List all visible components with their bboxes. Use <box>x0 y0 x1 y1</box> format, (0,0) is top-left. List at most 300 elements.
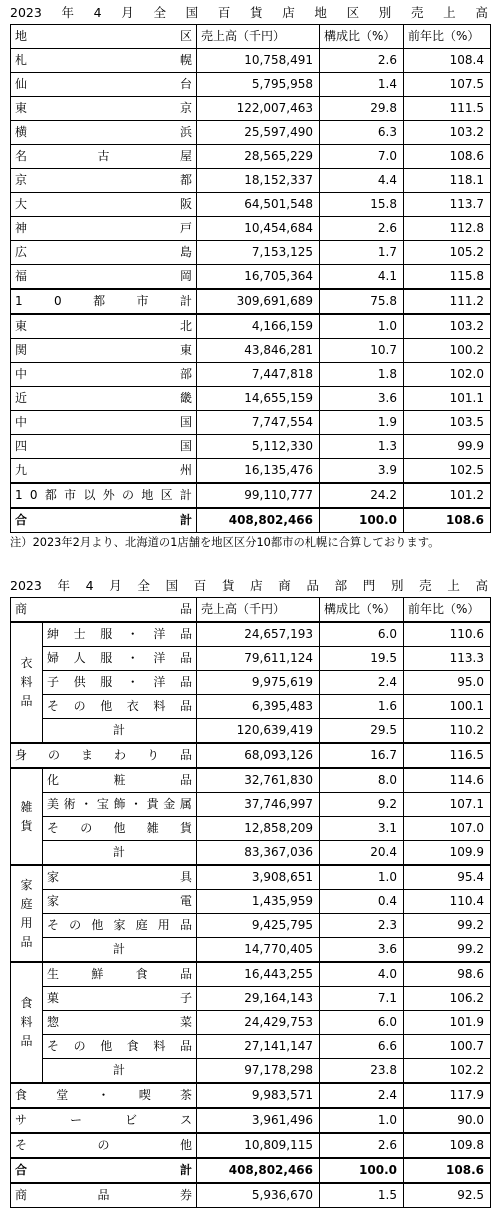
sales-cell: 3,961,496 <box>197 1108 320 1133</box>
char: 大 <box>15 197 28 211</box>
char: 計 <box>179 294 192 308</box>
char: そ <box>47 821 60 835</box>
share-cell: 9.2 <box>320 793 404 817</box>
title-char: 月 <box>121 5 134 20</box>
title-char: 全 <box>137 578 150 593</box>
title-char: 区 <box>346 5 360 20</box>
yoy-cell: 110.2 <box>404 719 491 744</box>
share-cell: 1.9 <box>320 411 404 435</box>
char: 国 <box>179 439 192 453</box>
sales-cell: 309,691,689 <box>197 289 320 314</box>
share-cell: 100.0 <box>320 1158 404 1183</box>
share-cell: 2.6 <box>320 49 404 73</box>
char: 金 <box>163 797 176 811</box>
char: そ <box>47 918 60 932</box>
table-row <box>11 622 491 647</box>
region-name <box>11 483 197 508</box>
char: 品 <box>179 675 192 689</box>
share-cell: 7.0 <box>320 145 404 169</box>
product-category <box>11 1158 197 1183</box>
sales-cell: 29,164,143 <box>197 987 320 1011</box>
subtotal-label: 計 <box>43 719 197 744</box>
char: 電 <box>179 894 192 908</box>
title-char: 4 <box>85 578 94 593</box>
region-name <box>11 435 197 459</box>
share-cell: 7.1 <box>320 987 404 1011</box>
char: 品 <box>179 627 192 641</box>
region-name <box>11 508 197 533</box>
title-char: 高 <box>475 578 488 593</box>
char: 品 <box>179 602 192 616</box>
product-name <box>43 817 197 841</box>
char: ま <box>80 748 93 762</box>
sales-cell: 16,443,255 <box>197 962 320 987</box>
char: 区 <box>179 29 192 43</box>
share-cell: 2.4 <box>320 1083 404 1108</box>
table-row <box>11 841 491 866</box>
share-cell: 6.0 <box>320 1011 404 1035</box>
char: 家 <box>113 918 126 932</box>
product-name <box>43 890 197 914</box>
char: 品 <box>179 967 192 981</box>
char: 菓 <box>47 991 60 1005</box>
char: 家 <box>47 870 60 884</box>
share-cell: 2.6 <box>320 1133 404 1158</box>
char: 北 <box>179 319 192 333</box>
table-row <box>11 743 491 768</box>
product-name <box>43 865 197 890</box>
char: り <box>146 748 159 762</box>
yoy-cell: 106.2 <box>404 987 491 1011</box>
yoy-cell: 102.5 <box>404 459 491 484</box>
char: 戸 <box>179 221 192 235</box>
sales-cell: 83,367,036 <box>197 841 320 866</box>
sales-cell: 120,639,419 <box>197 719 320 744</box>
yoy-cell: 116.5 <box>404 743 491 768</box>
char: 庭 <box>135 918 148 932</box>
yoy-cell: 109.9 <box>404 841 491 866</box>
share-cell: 8.0 <box>320 768 404 793</box>
table-row <box>11 890 491 914</box>
char: 以 <box>83 488 96 502</box>
table-row <box>11 671 491 695</box>
char: 料 <box>153 699 166 713</box>
char: 喫 <box>138 1088 151 1102</box>
yoy-cell: 99.2 <box>404 914 491 938</box>
share-cell: 24.2 <box>320 483 404 508</box>
yoy-cell: 114.6 <box>404 768 491 793</box>
table-row <box>11 938 491 963</box>
char: 東 <box>15 319 28 333</box>
share-cell: 0.4 <box>320 890 404 914</box>
sales-cell: 68,093,126 <box>197 743 320 768</box>
share-cell: 1.0 <box>320 314 404 339</box>
region-name <box>11 289 197 314</box>
title-char: 国 <box>165 578 179 593</box>
table-row <box>11 647 491 671</box>
title-char: 年 <box>57 578 70 593</box>
yoy-cell: 102.2 <box>404 1059 491 1084</box>
char: ス <box>179 1113 192 1127</box>
yoy-cell: 92.5 <box>404 1183 491 1208</box>
sales-cell: 5,936,670 <box>197 1183 320 1208</box>
table-row <box>11 145 491 169</box>
title-char: 2023 <box>10 5 42 20</box>
char: の <box>47 748 60 762</box>
table-row <box>11 289 491 314</box>
char: ・ <box>126 627 139 641</box>
table-row <box>11 193 491 217</box>
sales-cell: 9,975,619 <box>197 671 320 695</box>
char: 外 <box>102 488 115 502</box>
char: ビ <box>124 1113 137 1127</box>
sales-cell: 7,153,125 <box>197 241 320 265</box>
region-table-title <box>10 4 488 22</box>
product-category <box>11 743 197 768</box>
product-name <box>43 695 197 719</box>
sales-cell: 5,795,958 <box>197 73 320 97</box>
char: 島 <box>179 245 192 259</box>
yoy-cell: 101.1 <box>404 387 491 411</box>
title-char: 品 <box>306 578 319 593</box>
char: 広 <box>15 245 28 259</box>
share-cell: 3.1 <box>320 817 404 841</box>
sales-cell: 9,425,795 <box>197 914 320 938</box>
title-char: 高 <box>475 5 488 20</box>
char: 食 <box>135 967 148 981</box>
sales-cell: 14,655,159 <box>197 387 320 411</box>
sales-cell: 14,770,405 <box>197 938 320 963</box>
yoy-cell: 99.2 <box>404 938 491 963</box>
title-char: 店 <box>282 5 295 20</box>
category-label: 家 庭 用 品 <box>11 865 43 962</box>
char: 神 <box>15 221 28 235</box>
yoy-cell: 115.8 <box>404 265 491 290</box>
char: 他 <box>91 918 104 932</box>
char: 屋 <box>179 149 192 163</box>
yoy-cell: 101.2 <box>404 483 491 508</box>
char: 品 <box>179 651 192 665</box>
table-row <box>11 49 491 73</box>
yoy-cell: 113.3 <box>404 647 491 671</box>
share-cell: 29.5 <box>320 719 404 744</box>
char: 服 <box>100 675 113 689</box>
table-row <box>11 217 491 241</box>
sales-cell: 10,758,491 <box>197 49 320 73</box>
char: 人 <box>73 651 86 665</box>
table-row <box>11 265 491 290</box>
char: 粧 <box>113 773 126 787</box>
region-name <box>11 265 197 290</box>
sales-cell: 16,705,364 <box>197 265 320 290</box>
share-cell: 4.0 <box>320 962 404 987</box>
table-row <box>11 459 491 484</box>
sales-cell: 18,152,337 <box>197 169 320 193</box>
title-char: 貨 <box>250 5 263 20</box>
share-cell: 6.3 <box>320 121 404 145</box>
share-cell: 10.7 <box>320 339 404 363</box>
table-row <box>11 387 491 411</box>
product-name <box>43 1011 197 1035</box>
title-char: 2023 <box>10 578 42 593</box>
char: 属 <box>179 797 192 811</box>
yoy-cell: 101.9 <box>404 1011 491 1035</box>
char: 術 <box>63 797 76 811</box>
table-row <box>11 483 491 508</box>
char: 区 <box>160 488 173 502</box>
share-cell: 1.8 <box>320 363 404 387</box>
char: 部 <box>179 367 192 381</box>
char: 畿 <box>179 391 192 405</box>
char: 券 <box>179 1188 192 1202</box>
char: 貨 <box>179 821 192 835</box>
header-share: 構成比（%） <box>320 598 404 623</box>
product-name <box>43 793 197 817</box>
region-name <box>11 314 197 339</box>
title-char: 商 <box>278 578 291 593</box>
char: 幌 <box>179 53 192 67</box>
subtotal-label: 計 <box>43 841 197 866</box>
title-char: 部 <box>334 578 348 593</box>
char: 他 <box>179 1138 192 1152</box>
sales-cell: 43,846,281 <box>197 339 320 363</box>
yoy-cell: 117.9 <box>404 1083 491 1108</box>
char: の <box>69 918 82 932</box>
char: 紳 <box>47 627 60 641</box>
yoy-cell: 100.2 <box>404 339 491 363</box>
yoy-cell: 99.9 <box>404 435 491 459</box>
yoy-cell: 95.0 <box>404 671 491 695</box>
sales-cell: 9,983,571 <box>197 1083 320 1108</box>
char: 他 <box>100 1039 113 1053</box>
region-name <box>11 459 197 484</box>
table-row <box>11 962 491 987</box>
char: そ <box>47 1039 60 1053</box>
char: 1 <box>15 294 23 308</box>
char: の <box>122 488 135 502</box>
char: 中 <box>15 367 28 381</box>
table-row <box>11 865 491 890</box>
char: 品 <box>179 773 192 787</box>
char: 都 <box>93 294 106 308</box>
yoy-cell: 107.1 <box>404 793 491 817</box>
table-row <box>11 1035 491 1059</box>
sales-cell: 122,007,463 <box>197 97 320 121</box>
product-table-title <box>10 577 488 595</box>
title-char: 上 <box>443 5 456 20</box>
category-label: 衣 料 品 <box>11 622 43 743</box>
header-yoy: 前年比（%） <box>404 598 491 623</box>
region-name <box>11 49 197 73</box>
char: 市 <box>64 488 77 502</box>
char: 品 <box>179 748 192 762</box>
char: 他 <box>100 699 113 713</box>
region-name <box>11 411 197 435</box>
yoy-cell: 90.0 <box>404 1108 491 1133</box>
region-name <box>11 169 197 193</box>
char: 市 <box>136 294 149 308</box>
char: 関 <box>15 343 28 357</box>
char: 家 <box>47 894 60 908</box>
char: 洋 <box>153 675 166 689</box>
char: の <box>73 1039 86 1053</box>
char: 雑 <box>146 821 159 835</box>
char: 士 <box>73 627 86 641</box>
char: 身 <box>15 748 28 762</box>
char: 合 <box>15 513 28 527</box>
sales-cell: 32,761,830 <box>197 768 320 793</box>
share-cell: 20.4 <box>320 841 404 866</box>
char: 洋 <box>153 651 166 665</box>
yoy-cell: 108.6 <box>404 145 491 169</box>
header-row <box>11 25 491 49</box>
yoy-cell: 95.4 <box>404 865 491 890</box>
char: 化 <box>47 773 60 787</box>
title-char: 別 <box>390 578 404 593</box>
char: 食 <box>15 1088 28 1102</box>
region-note: 注）2023年2月より、北海道の1店舗を地区区分10都市の札幌に合算しております。 <box>10 536 440 549</box>
yoy-cell: 98.6 <box>404 962 491 987</box>
char: わ <box>113 748 126 762</box>
sales-cell: 99,110,777 <box>197 483 320 508</box>
title-char: 月 <box>109 578 122 593</box>
share-cell: 1.5 <box>320 1183 404 1208</box>
product-name <box>43 647 197 671</box>
char: 都 <box>44 488 57 502</box>
char: 阪 <box>179 197 192 211</box>
product-name <box>43 671 197 695</box>
table-row <box>11 817 491 841</box>
char: 衣 <box>126 699 139 713</box>
table-row <box>11 97 491 121</box>
header-share: 構成比（%） <box>320 25 404 49</box>
char: 名 <box>15 149 28 163</box>
char: 合 <box>15 1163 28 1177</box>
char: 東 <box>179 343 192 357</box>
share-cell: 1.6 <box>320 695 404 719</box>
char: 品 <box>179 699 192 713</box>
title-char: 別 <box>378 5 392 20</box>
title-char: 百 <box>217 5 231 20</box>
char: そ <box>15 1138 28 1152</box>
share-cell: 100.0 <box>320 508 404 533</box>
yoy-cell: 100.1 <box>404 695 491 719</box>
product-name <box>43 987 197 1011</box>
char: 他 <box>113 821 126 835</box>
header-sales: 売上高（千円） <box>197 25 320 49</box>
table-row <box>11 435 491 459</box>
char: 飾 <box>113 797 126 811</box>
char: 浜 <box>179 125 192 139</box>
char: 州 <box>179 463 192 477</box>
product-name <box>43 1035 197 1059</box>
title-char: 売 <box>410 5 424 20</box>
yoy-cell: 103.2 <box>404 121 491 145</box>
sales-cell: 10,809,115 <box>197 1133 320 1158</box>
title-char: 百 <box>193 578 207 593</box>
char: 品 <box>179 1039 192 1053</box>
title-char: 全 <box>153 5 166 20</box>
yoy-cell: 108.6 <box>404 1158 491 1183</box>
char: 用 <box>157 918 170 932</box>
category-label: 食 料 品 <box>11 962 43 1083</box>
table-row <box>11 241 491 265</box>
char: 美 <box>47 797 60 811</box>
sales-cell: 79,611,124 <box>197 647 320 671</box>
char: 洋 <box>153 627 166 641</box>
yoy-cell: 100.7 <box>404 1035 491 1059</box>
yoy-cell: 113.7 <box>404 193 491 217</box>
header-row <box>11 598 491 623</box>
char: 計 <box>179 1163 192 1177</box>
char: 服 <box>100 651 113 665</box>
product-name <box>43 914 197 938</box>
sales-cell: 37,746,997 <box>197 793 320 817</box>
char: ・ <box>97 1088 110 1102</box>
char: ・ <box>130 797 143 811</box>
char: 国 <box>179 415 192 429</box>
yoy-cell: 107.5 <box>404 73 491 97</box>
char: の <box>73 699 86 713</box>
title-char: 売 <box>419 578 432 593</box>
table-row <box>11 1133 491 1158</box>
table-row <box>11 1108 491 1133</box>
sales-cell: 16,135,476 <box>197 459 320 484</box>
table-row <box>11 987 491 1011</box>
yoy-cell: 102.0 <box>404 363 491 387</box>
yoy-cell: 108.4 <box>404 49 491 73</box>
sales-cell: 12,858,209 <box>197 817 320 841</box>
char: ー <box>69 1113 82 1127</box>
char: の <box>80 821 93 835</box>
share-cell: 2.6 <box>320 217 404 241</box>
subtotal-label: 計 <box>43 1059 197 1084</box>
yoy-cell: 107.0 <box>404 817 491 841</box>
char: 品 <box>97 1188 110 1202</box>
char: 計 <box>179 488 192 502</box>
char: 横 <box>15 125 28 139</box>
region-name <box>11 363 197 387</box>
char: 服 <box>100 627 113 641</box>
share-cell: 1.0 <box>320 1108 404 1133</box>
sales-cell: 24,657,193 <box>197 622 320 647</box>
sales-cell: 24,429,753 <box>197 1011 320 1035</box>
table-row <box>11 314 491 339</box>
sales-cell: 408,802,466 <box>197 508 320 533</box>
sales-cell: 28,565,229 <box>197 145 320 169</box>
char: 供 <box>73 675 86 689</box>
share-cell: 19.5 <box>320 647 404 671</box>
sales-cell: 64,501,548 <box>197 193 320 217</box>
share-cell: 3.6 <box>320 387 404 411</box>
share-cell: 3.9 <box>320 459 404 484</box>
region-name <box>11 73 197 97</box>
header-product <box>11 598 197 623</box>
char: 岡 <box>179 269 192 283</box>
table-row <box>11 695 491 719</box>
char: 仙 <box>15 77 28 91</box>
share-cell: 29.8 <box>320 97 404 121</box>
char: 近 <box>15 391 28 405</box>
share-cell: 4.1 <box>320 265 404 290</box>
char: ・ <box>126 675 139 689</box>
char: サ <box>15 1113 28 1127</box>
sales-cell: 3,908,651 <box>197 865 320 890</box>
char: 惣 <box>47 1015 60 1029</box>
char: ・ <box>126 651 139 665</box>
product-category <box>11 1133 197 1158</box>
char: 貴 <box>146 797 159 811</box>
